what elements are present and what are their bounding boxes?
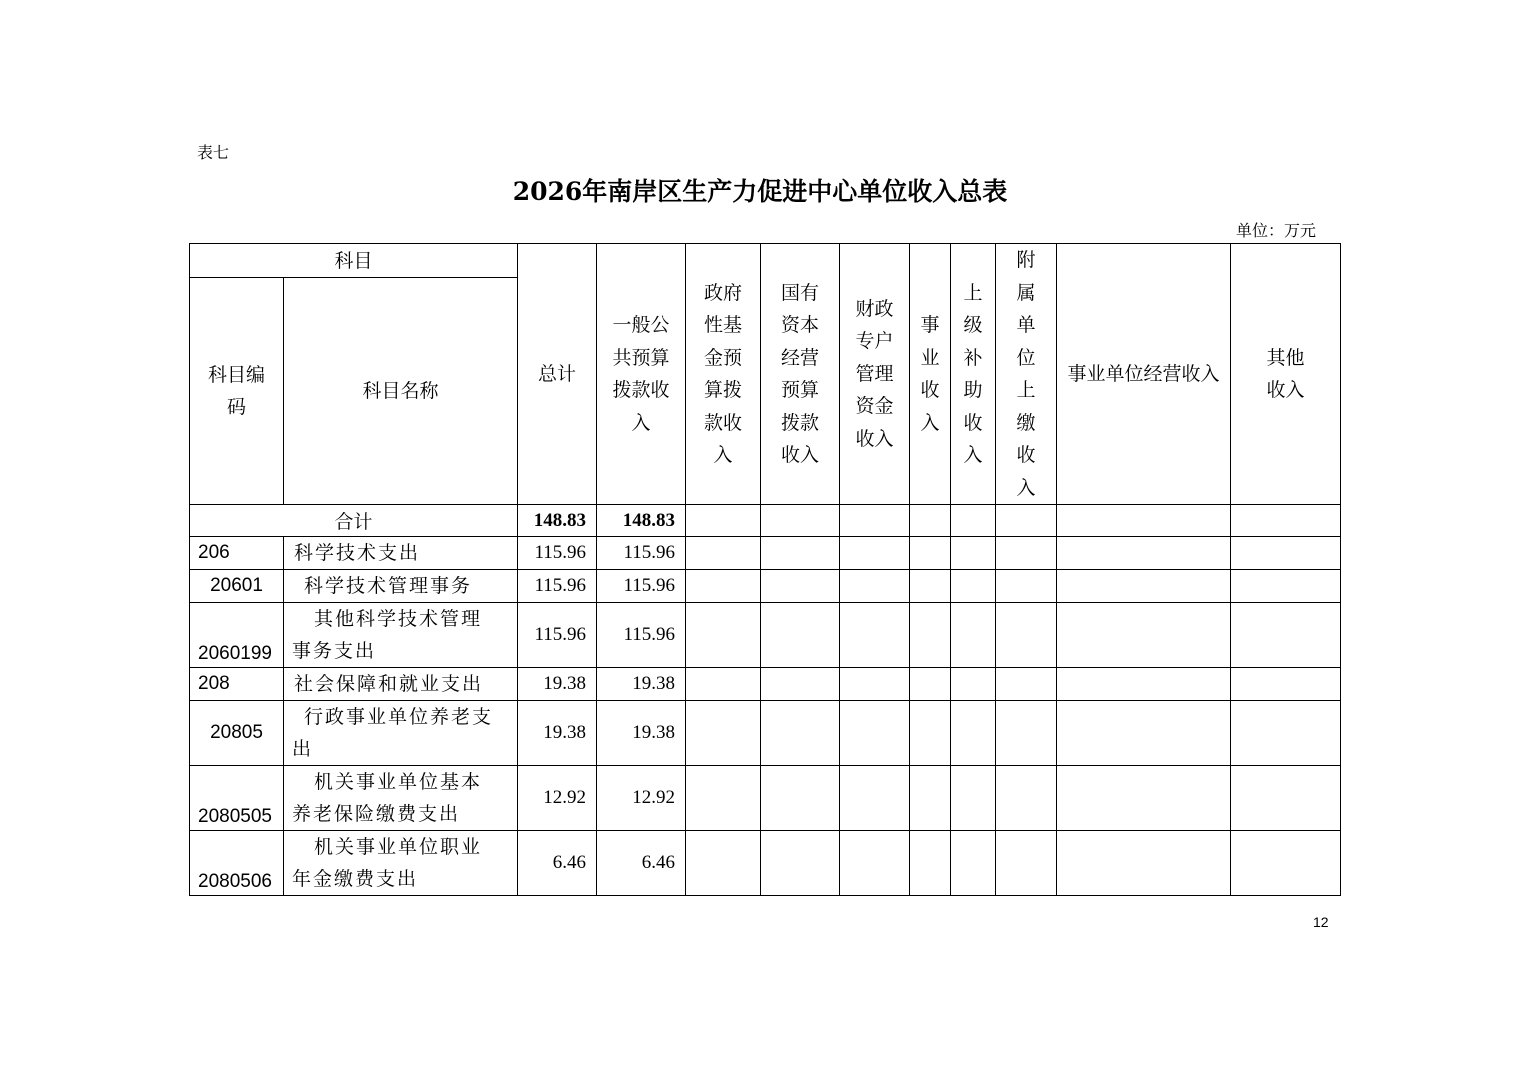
header-affiliated-income: 附属单位上缴收入 <box>996 244 1057 505</box>
row-general-budget: 12.92 <box>597 766 686 831</box>
row-code: 20601 <box>190 570 284 603</box>
table-row <box>190 701 1341 766</box>
header-total: 总计 <box>518 244 597 505</box>
row-name: 其他科学技术管理 事务支出 <box>284 603 518 668</box>
table-label: 表七 <box>197 143 230 162</box>
header-other-income: 其他收入 <box>1231 244 1341 505</box>
page-number: 12 <box>1313 914 1329 930</box>
header-fiscal-special: 财政专户管理资金收入 <box>840 244 910 505</box>
row-code: 2060199 <box>190 603 284 668</box>
total-general-budget: 148.83 <box>597 505 686 537</box>
row-general-budget: 19.38 <box>597 668 686 701</box>
row-name: 机关事业单位基本 养老保险缴费支出 <box>284 766 518 831</box>
table-row-total <box>190 505 1341 537</box>
row-general-budget: 115.96 <box>597 603 686 668</box>
row-general-budget: 115.96 <box>597 570 686 603</box>
row-general-budget: 115.96 <box>597 537 686 570</box>
row-code: 20805 <box>190 701 284 766</box>
row-name: 科学技术管理事务 <box>284 570 518 603</box>
row-code: 206 <box>190 537 284 570</box>
row-total: 115.96 <box>518 537 597 570</box>
header-subject: 科目 <box>190 244 518 278</box>
table-row <box>190 766 1341 831</box>
header-general-budget: 一般公共预算拨款收入 <box>597 244 686 505</box>
row-name: 社会保障和就业支出 <box>284 668 518 701</box>
row-code: 208 <box>190 668 284 701</box>
unit-label: 单位：万元 <box>1236 221 1317 240</box>
table-row <box>190 831 1341 896</box>
table-row <box>190 570 1341 603</box>
total-value: 148.83 <box>518 505 597 537</box>
total-label: 合计 <box>190 505 518 537</box>
table-row <box>190 537 1341 570</box>
row-total: 12.92 <box>518 766 597 831</box>
table-row <box>190 668 1341 701</box>
row-general-budget: 6.46 <box>597 831 686 896</box>
row-total: 115.96 <box>518 570 597 603</box>
row-total: 115.96 <box>518 603 597 668</box>
row-code: 2080506 <box>190 831 284 896</box>
header-state-capital: 国有资本经营预算拨款收入 <box>761 244 840 505</box>
row-name: 科学技术支出 <box>284 537 518 570</box>
row-total: 19.38 <box>518 701 597 766</box>
page-title: 2026年南岸区生产力促进中心单位收入总表 <box>512 177 1008 206</box>
header-business-income: 事业收入 <box>910 244 951 505</box>
row-name: 机关事业单位职业 年金缴费支出 <box>284 831 518 896</box>
header-subject-name: 科目名称 <box>284 278 518 505</box>
header-superior-subsidy: 上级补助收入 <box>951 244 996 505</box>
row-name: 行政事业单位养老支 出 <box>284 701 518 766</box>
row-total: 6.46 <box>518 831 597 896</box>
row-general-budget: 19.38 <box>597 701 686 766</box>
row-total: 19.38 <box>518 668 597 701</box>
row-code: 2080505 <box>190 766 284 831</box>
income-summary-table <box>189 243 1341 896</box>
header-gov-fund: 政府性基金预算拨款收入 <box>686 244 761 505</box>
header-subject-code: 科目编码 <box>190 278 284 505</box>
header-operating-income: 事业单位经营收入 <box>1057 244 1231 505</box>
table-row <box>190 603 1341 668</box>
